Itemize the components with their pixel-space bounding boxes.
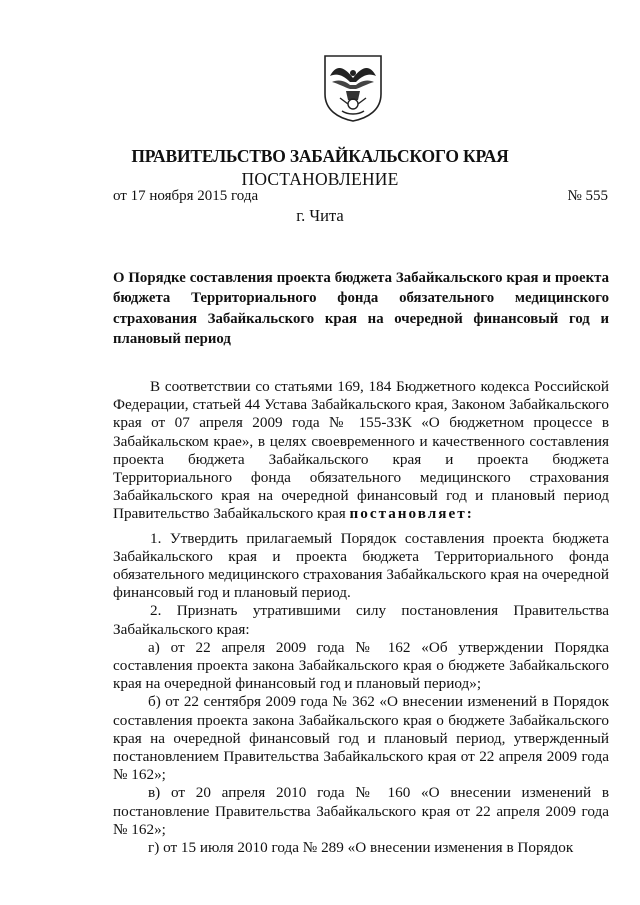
document-type: ПОСТАНОВЛЕНИЕ [241,169,399,189]
preamble-paragraph [113,378,609,524]
item-2b: б) от 22 сентября 2009 года № 362 «О внесении изменений в Порядок составления проекта закона Забайкальского края о бюджете Забайкальского края на очередной финансовый год и плановый период, утвержденный постановлением Правительства Забайкальского края от 22 апреля 2009 года № 162»; [113,693,609,784]
document-city: г. Чита [296,206,344,225]
document-number: № 555 [567,188,608,204]
decree-word: постановляет: [349,505,474,523]
document-date: от 17 ноября 2015 года [113,188,259,204]
preamble-text: В соответствии со статьями 169, 184 Бюджетного кодекса Российской Федерации, статьей 44 Устава Забайкальского края, Законом Забайкальского края от 07 апреля 2009 года № 155-ЗЗК «О бюджетном процессе в Забайкальском крае», в целях своевременного и качественного составления проекта бюджета Забайкальского края и проекта бюджета Территориального фонда обязательного медицинского страхования Забайкальского края на очередной финансовый год и плановый период Правительство Забайкальского края [113,378,609,523]
coat-of-arms-icon [322,54,384,122]
item-1: 1. Утвердить прилагаемый Порядок составления проекта бюджета Забайкальского края и проекта бюджета Территориального фонда обязательного медицинского страхования Забайкальского края на очередной финансовый год и плановый период. [113,529,609,602]
item-2d: г) от 15 июля 2010 года № 289 «О внесении изменения в Порядок [148,839,574,857]
document-subject: О Порядке составления проекта бюджета Забайкальского края и проекта бюджета Территориального фонда обязательного медицинского страхования Забайкальского края на очередной финансовый год и плановый период [113,270,609,347]
document-body [113,378,609,857]
item-2c: в) от 20 апреля 2010 года № 160 «О внесении изменений в постановление Правительства Забайкальского края от 22 апреля 2009 года № 162»; [113,784,609,838]
item-2: 2. Признать утратившими силу постановления Правительства Забайкальского края: [113,602,609,638]
organization-title: ПРАВИТЕЛЬСТВО ЗАБАЙКАЛЬСКОГО КРАЯ [131,146,509,166]
item-2a: а) от 22 апреля 2009 года № 162 «Об утверждении Порядка составления проекта закона Забайкальского края о бюджете Забайкальского края на очередной финансовый год и плановый период»; [113,638,609,693]
